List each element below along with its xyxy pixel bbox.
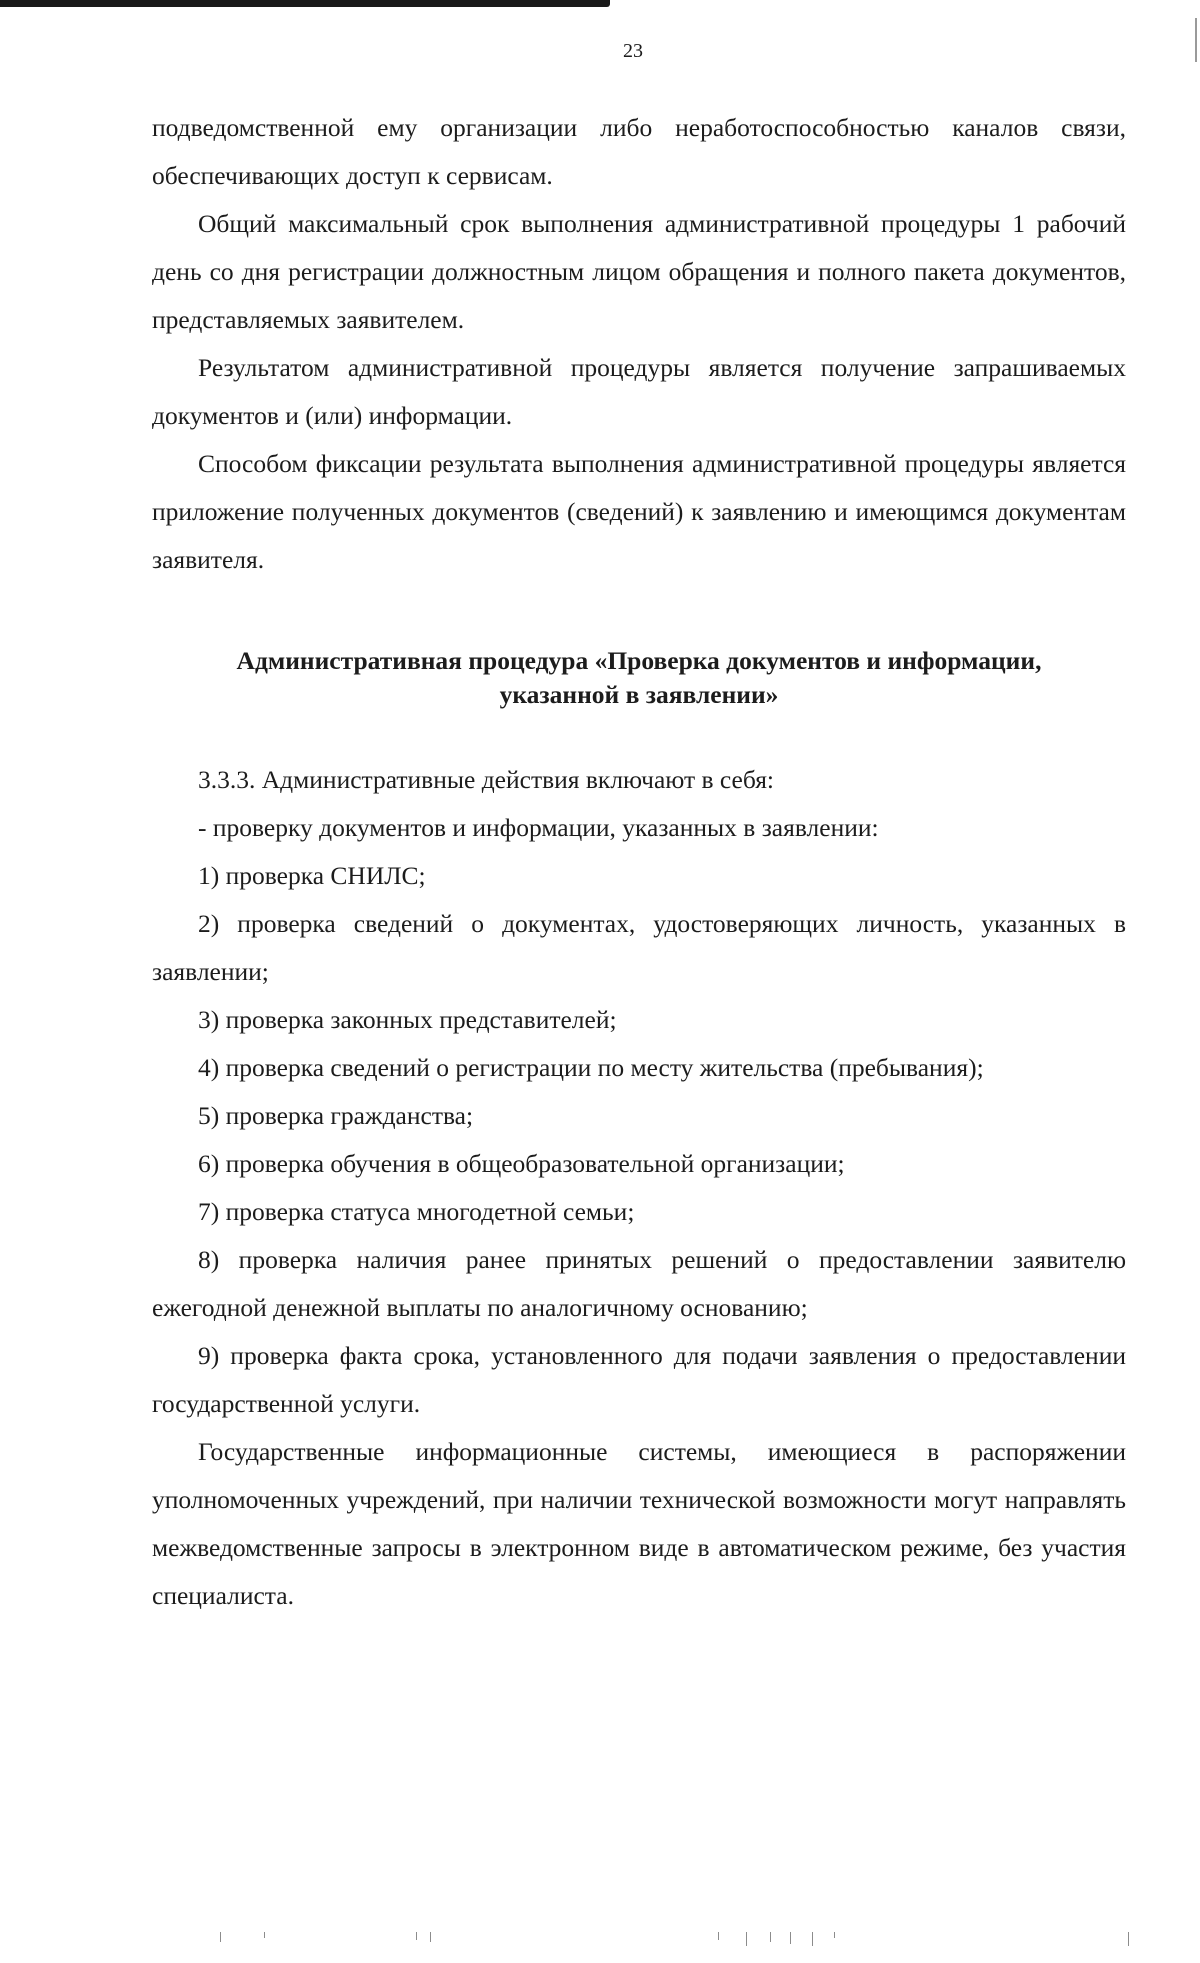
section-sub-intro: - проверку документов и информации, указанных в заявлении:: [198, 813, 879, 842]
paragraph-max-term: Общий максимальный срок выполнения административной процедуры 1 рабочий день со дня регистрации должностным лицом обращения и полного пакета документов, представляемых заявителем.: [152, 209, 1126, 334]
list-item: 1) проверка СНИЛС;: [198, 861, 426, 890]
section-heading-line-2: указанной в заявлении»: [499, 680, 779, 709]
list-item: 9) проверка факта срока, установленного для подачи заявления о предоставлении государственной услуги.: [152, 1341, 1126, 1418]
scan-bottom-marks: [0, 1932, 1200, 1954]
section-heading-line-1: Административная процедура «Проверка документов и информации,: [236, 646, 1042, 675]
section-intro: 3.3.3. Административные действия включают в себя:: [198, 765, 775, 794]
list-item: 7) проверка статуса многодетной семьи;: [198, 1197, 635, 1226]
scan-top-bar: [0, 0, 610, 7]
paragraph-fixation: Способом фиксации результата выполнения административной процедуры является приложение полученных документов (сведений) к заявлению и имеющимся документам заявителя.: [152, 449, 1126, 574]
page-number: 23: [623, 40, 643, 62]
list-item: 6) проверка обучения в общеобразовательной организации;: [198, 1149, 845, 1178]
list-item: 8) проверка наличия ранее принятых решений о предоставлении заявителю ежегодной денежной выплаты по аналогичному основанию;: [152, 1245, 1126, 1322]
paragraph-result: Результатом административной процедуры является получение запрашиваемых документов и (или) информации.: [152, 353, 1126, 430]
list-item: 2) проверка сведений о документах, удостоверяющих личность, указанных в заявлении;: [152, 909, 1126, 986]
list-item: 4) проверка сведений о регистрации по месту жительства (пребывания);: [198, 1053, 984, 1082]
section-heading: [152, 644, 1126, 712]
paragraph-closing: Государственные информационные системы, имеющиеся в распоряжении уполномоченных учреждений, при наличии технической возможности могут направлять межведомственные запросы в электронном виде в автоматическом режиме, без участия специалиста.: [152, 1437, 1126, 1610]
paragraph-continuation: подведомственной ему организации либо неработоспособностью каналов связи, обеспечивающих доступ к сервисам.: [152, 113, 1126, 190]
list-item: 5) проверка гражданства;: [198, 1101, 474, 1130]
list-item: 3) проверка законных представителей;: [198, 1005, 617, 1034]
page-body: [152, 104, 1126, 1620]
